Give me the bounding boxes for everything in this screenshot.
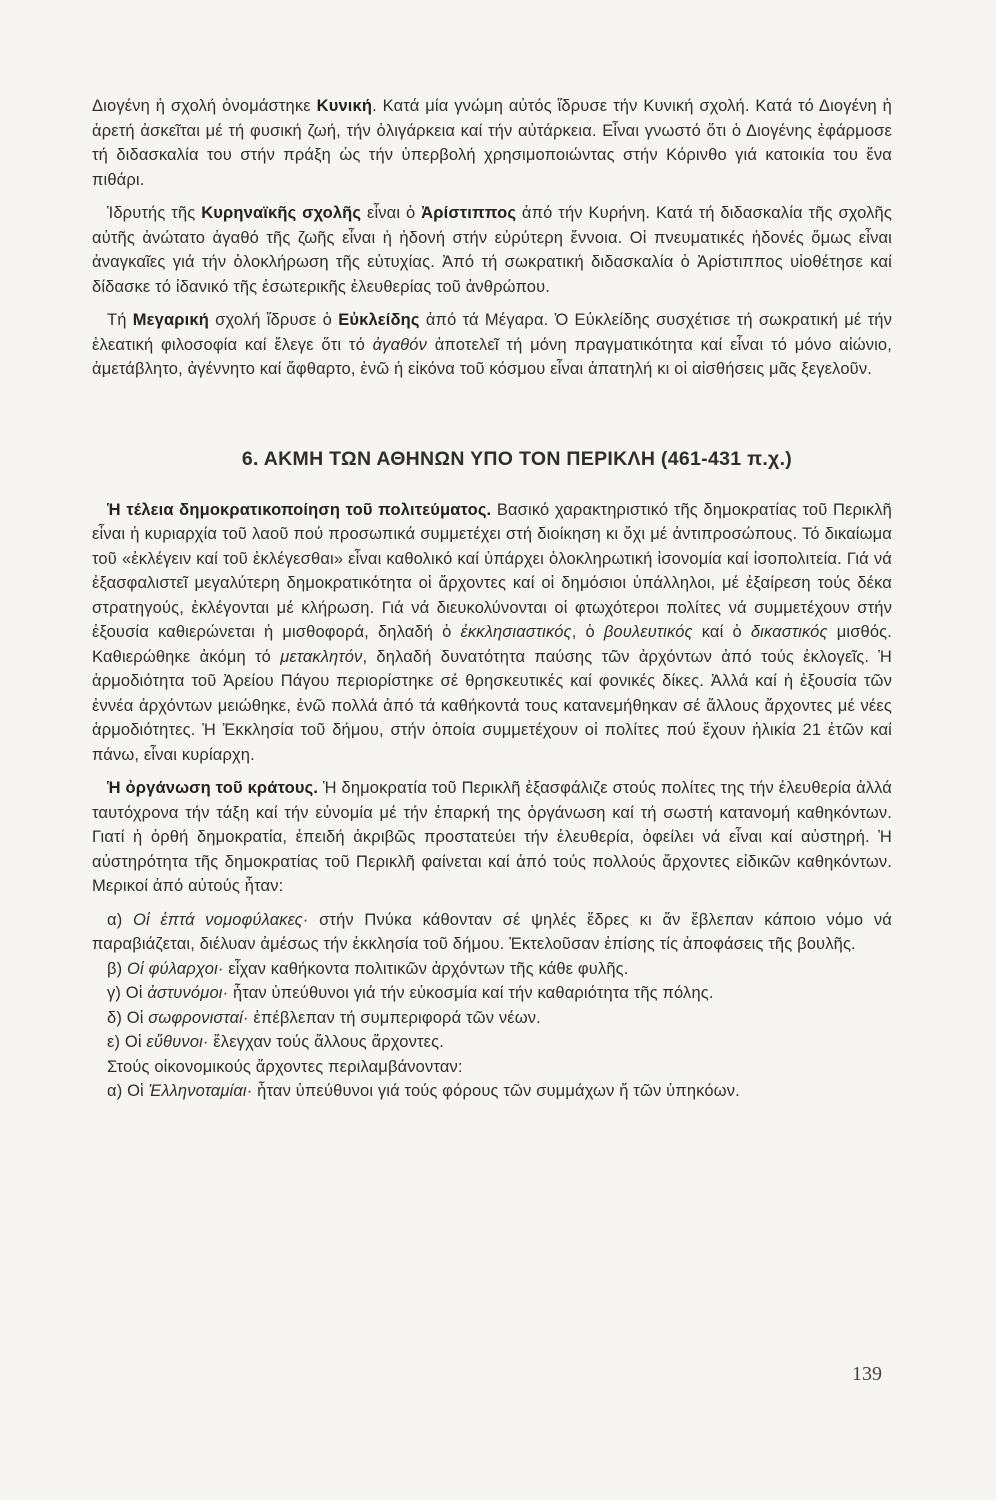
italic-term: ἐκκλησιαστικός — [460, 623, 572, 641]
italic-term: Οἱ ἑπτά νομοφύλακες· — [132, 910, 309, 929]
bold-term: Κυνική — [316, 97, 373, 115]
text: εἶναι ὁ — [361, 204, 422, 222]
list-item: δ) Οἱ σωφρονισταί· ἐπέβλεπαν τή συμπεριφορά τῶν νέων. — [107, 1008, 541, 1027]
text: , δηλαδή δυνατότητα παύσης τῶν ἀρχόντων ἀπό τούς ἐκλογεῖς. Ἡ ἁρμοδιότητα τοῦ Ἀρείου Πάγου περιορίστηκε σέ θρησκευτικές καί φονικές δίκες. Ἀλλά καί ἡ ἐξουσία τῶν ἐννέα ἀρχόντων μειώθηκε, ἐνῶ πολλά ἀπό τά καθήκοντά τους κατανεμήθηκαν σέ ἄλλους ἄρχοντες μέ νέες ἁρμοδιότητες. Ἡ Ἐκκλησία τοῦ δήμου, στήν ὁποία συμμετέχουν οἱ πολίτες πού ἔχουν ἡλικία 21 ἐτῶν καί πάνω, εἶναι κυρίαρχη. — [92, 647, 892, 764]
paragraph-cynic — [92, 94, 892, 192]
bold-heading: Ἡ ὀργάνωση τοῦ κράτους. — [107, 779, 319, 797]
italic-term: δικαστικός — [750, 623, 828, 641]
list-item: α) Οἱ ἑπτά νομοφύλακες· στήν Πνύκα κάθονταν σέ ψηλές ἕδρες κι ἄν ἔβλεπαν κάποιο νόμο νά παραβιάζεται, διέλυαν ἀμέσως τήν ἐκκλησία τοῦ δήμου. Ἐκτελοῦσαν ἐπίσης τίς ἀποφάσεις τῆς βουλῆς. — [92, 910, 892, 953]
italic-term: Ἑλληνοταμίαι· — [148, 1082, 253, 1100]
book-page — [92, 94, 892, 1104]
text: σχολή ἵδρυσε ὁ — [208, 311, 339, 329]
italic-term: εὔθυνοι· — [146, 1033, 209, 1051]
text: μισθός. Καθιερώθηκε ἀκόμη τό — [92, 623, 893, 666]
text: ἀπό τά Μέγαρα. Ὁ Εὐκλείδης συσχέτισε τή σωκρατική μέ τήν ἐλεατική φιλοσοφία καί ἔλεγε ὅτι τό — [92, 311, 893, 354]
page-number: 139 — [852, 1363, 882, 1385]
paragraph-democratization — [92, 498, 892, 768]
text: καί ὁ — [692, 623, 751, 641]
list-item: γ) Οἱ ἀστυνόμοι· ἦταν ὑπεύθυνοι γιά τήν εὐκοσμία καί τήν καθαριότητα τῆς πόλης. — [107, 984, 714, 1002]
text: Ἱδρυτής τῆς — [107, 204, 202, 222]
text: Ἡ δημοκρατία τοῦ Περικλῆ ἐξασφάλιζε στούς πολίτες της τήν ἐλευθερία ἀλλά ταυτόχρονα τήν τάξη καί τήν εὐνομία μέ τήν ἐπαρκή της ὀργάνωση καί τή σωστή κατανομή καθηκόντων. Γιατί ἡ ὀρθή δημοκρατία, ἐπειδή ἀκριβῶς προστατεύει τήν ἐλευθερία, ὀφείλει νά εἶναι καί αὐστηρή. Ἡ αὐστηρότητα τῆς δημοκρατίας τοῦ Περικλῆ φαίνεται καί ἀπό τούς πολλούς ἄρχοντες εἰδικῶν καθηκόντων. Μερικοί ἀπό αὐτούς ἦταν: — [92, 779, 892, 895]
italic-term: ἀγαθόν — [372, 335, 427, 354]
text: Τή — [107, 311, 133, 329]
officials-list — [92, 908, 892, 1104]
bold-term: Εὐκλείδης — [338, 311, 420, 329]
bold-heading: Ἡ τέλεια δημοκρατικοποίηση τοῦ πολιτεύματος. — [107, 500, 492, 519]
list-item: α) Οἱ Ἑλληνοταμίαι· ἦταν ὑπεύθυνοι γιά τούς φόρους τῶν συμμάχων ἤ τῶν ὑπηκόων. — [107, 1082, 740, 1100]
paragraph-megarian — [92, 308, 892, 382]
text: . Κατά μία γνώμη αὐτός ἵδρυσε τήν Κυνική σχολή. Κατά τό Διογένη ἡ ἀρετή ἀσκεῖται μέ τή φυσική ζωή, τήν ὀλιγάρκεια καί τήν αὐτάρκεια. Εἶναι γνωστό ὅτι ὁ Διογένης ἐφάρμοσε τή διδασκαλία του στήν πράξη ὡς τήν ὑπερβολή χρησιμοποιώντας στήν Κόρινθο γιά κατοικία του ἕνα πιθάρι. — [92, 97, 892, 189]
italic-term: μετακλητόν — [280, 647, 363, 666]
list-item: ε) Οἱ εὔθυνοι· ἔλεγχαν τούς ἄλλους ἄρχοντες. — [107, 1033, 444, 1051]
list-item: β) Οἱ φύλαρχοι· εἶχαν καθήκοντα πολιτικῶν ἀρχόντων τῆς κάθε φυλῆς. — [107, 959, 629, 978]
bold-term: Κυρηναϊκῆς σχολῆς — [201, 204, 362, 222]
bold-term: Ἀρίστιππος — [421, 204, 517, 222]
text: Βασικό χαρακτηριστικό τῆς δημοκρατίας τοῦ Περικλῆ εἶναι ἡ κυριαρχία τοῦ λαοῦ πού προσωπικά συμμετέχει στή διοίκηση κι ὄχι μέ ἀντιπροσώπους. Τό δικαίωμα τοῦ «ἐκλέγειν καί τοῦ ἐκλέγεσθαι» εἶναι καθολικό καί ὑπάρχει ὁλοκληρωτική ἰσονομία καί ἰσοπολιτεία. Γιά νά ἐξασφαλιστεῖ μεγαλύτερη δημοκρατικότητα οἱ ἄρχοντες καί οἱ δημόσιοι ὑπάλληλοι, μέ ἐξαίρεση τούς δέκα στρατηγούς, ἐκλέγονται μέ κλήρωση. Γιά νά διευκολύνονται οἱ φτωχότεροι πολίτες νά συμμετέχουν στήν ἐξουσία καθιερώνεται ἡ μισθοφορά, δηλαδή ὁ — [92, 500, 892, 641]
italic-term: Οἱ φύλαρχοι· — [127, 959, 224, 978]
italic-term: ἀστυνόμοι· — [147, 984, 229, 1002]
text: ἀπό τήν Κυρήνη. Κατά τή διδασκαλία τῆς σχολῆς αὐτῆς ἀνώτατο ἀγαθό τῆς ζωῆς εἶναι ἡ ἡδονή στήν εὐρύτερη ἔννοια. Οἱ πνευματικές ἡδονές ὅμως εἶναι ἀναγκαῖες γιά τήν ὁλοκλήρωση τῆς εὐτυχίας. Ἀπό τή σωκρατική διδασκαλία ὁ Ἀρίστιππος υἱοθέτησε καί δίδασκε τό ἰδανικό τῆς ἐσωτερικῆς ἐλευθερίας τοῦ ἀνθρώπου. — [92, 204, 892, 296]
list-intro: Στούς οἰκονομικούς ἄρχοντες περιλαμβάνονταν: — [107, 1057, 463, 1076]
italic-term: βουλευτικός — [603, 623, 693, 641]
text: , ὁ — [571, 623, 604, 641]
text: Διογένη ἡ σχολή ὀνομάστηκε — [92, 97, 317, 115]
section-title: 6. ΑΚΜΗ ΤΩΝ ΑΘΗΝΩΝ ΥΠΟ ΤΟΝ ΠΕΡΙΚΛΗ (461-431 π.χ.) — [241, 447, 793, 470]
paragraph-state-organization — [92, 776, 892, 899]
paragraph-cyrenaic — [92, 201, 892, 299]
text: ἀποτελεῖ τή μόνη πραγματικότητα καί εἶναι τό μόνο αἰώνιο, ἀμετάβλητο, ἀγέννητο καί ἄφθαρτο, ἐνῶ ἡ εἰκόνα τοῦ κόσμου εἶναι ἀπατηλή κι οἱ αἰσθήσεις μᾶς ξεγελοῦν. — [92, 335, 892, 378]
italic-term: σωφρονισταί· — [148, 1008, 249, 1027]
bold-term: Μεγαρική — [132, 311, 209, 329]
